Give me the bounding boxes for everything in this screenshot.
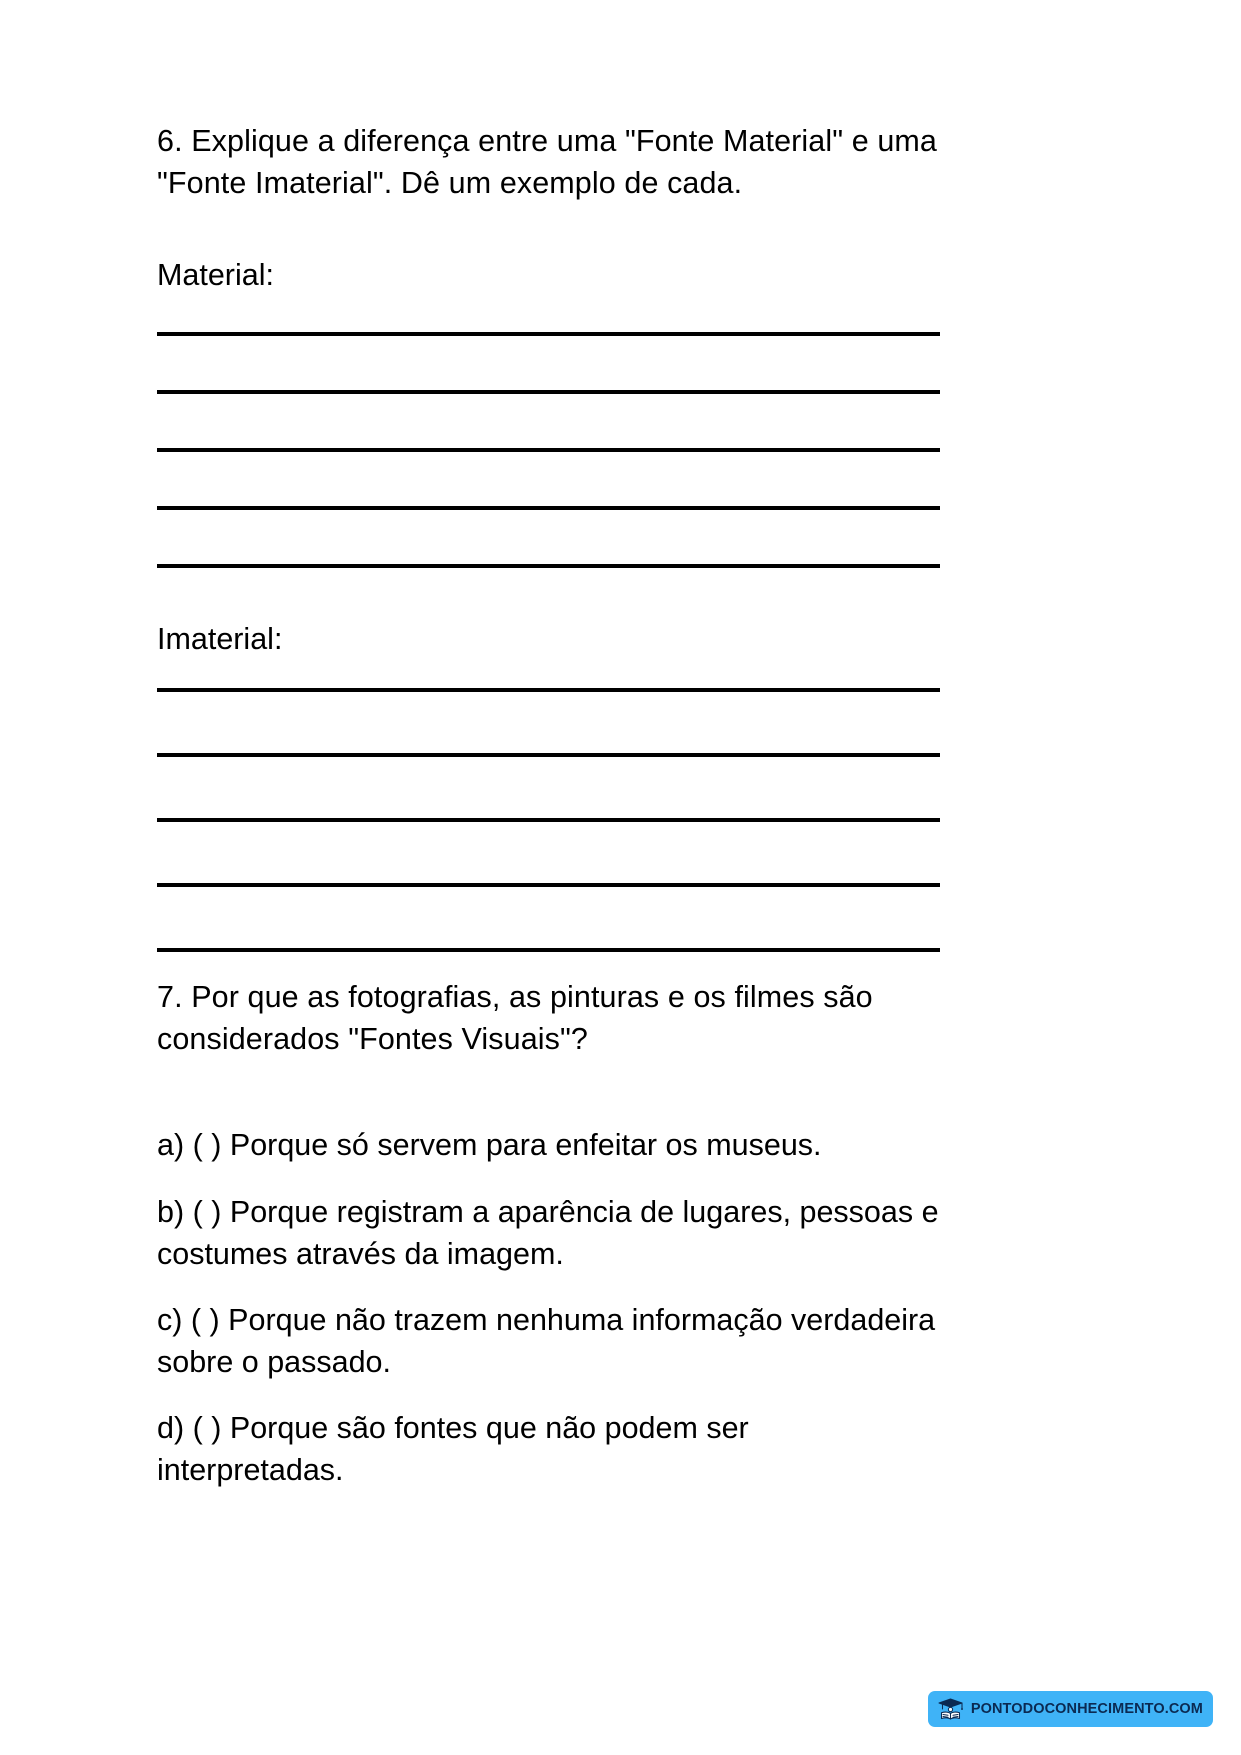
option-d[interactable]: d) ( ) Porque são fontes que não podem ser interpretadas. <box>157 1410 749 1487</box>
graduation-cap-book-icon <box>937 1697 964 1721</box>
worksheet-content <box>157 120 942 1491</box>
footer-watermark-logo <box>928 1691 1213 1727</box>
option-a[interactable]: a) ( ) Porque só servem para enfeitar os museus. <box>157 1128 822 1163</box>
answer-line[interactable] <box>157 506 940 510</box>
option-c[interactable]: c) ( ) Porque não trazem nenhuma informação verdadeira sobre o passado. <box>157 1302 936 1379</box>
question-6-prompt: 6. Explique a diferença entre uma "Fonte Material" e uma "Fonte Imaterial". Dê um exemplo de cada. <box>157 124 937 201</box>
answer-line[interactable] <box>157 753 940 757</box>
question-6-block <box>157 120 942 952</box>
answer-line[interactable] <box>157 332 940 336</box>
question-7-block <box>157 952 942 1491</box>
answer-line[interactable] <box>157 818 940 822</box>
question-6-imaterial-answer-area[interactable] <box>157 660 942 952</box>
question-7-prompt: 7. Por que as fotografias, as pinturas e os filmes são considerados "Fontes Visuais"? <box>157 980 873 1057</box>
answer-line[interactable] <box>157 448 940 452</box>
answer-line[interactable] <box>157 688 940 692</box>
answer-line[interactable] <box>157 883 940 887</box>
answer-line[interactable] <box>157 390 940 394</box>
option-b[interactable]: b) ( ) Porque registram a aparência de lugares, pessoas e costumes através da imagem. <box>157 1194 939 1271</box>
question-6-material-answer-area[interactable] <box>157 296 942 568</box>
footer-logo-text: PONTODOCONHECIMENTO.COM <box>970 1700 1203 1717</box>
question-7-options <box>157 1060 942 1491</box>
question-6-material-label: Material: <box>157 258 274 293</box>
question-6-imaterial-label: Imaterial: <box>157 622 283 657</box>
